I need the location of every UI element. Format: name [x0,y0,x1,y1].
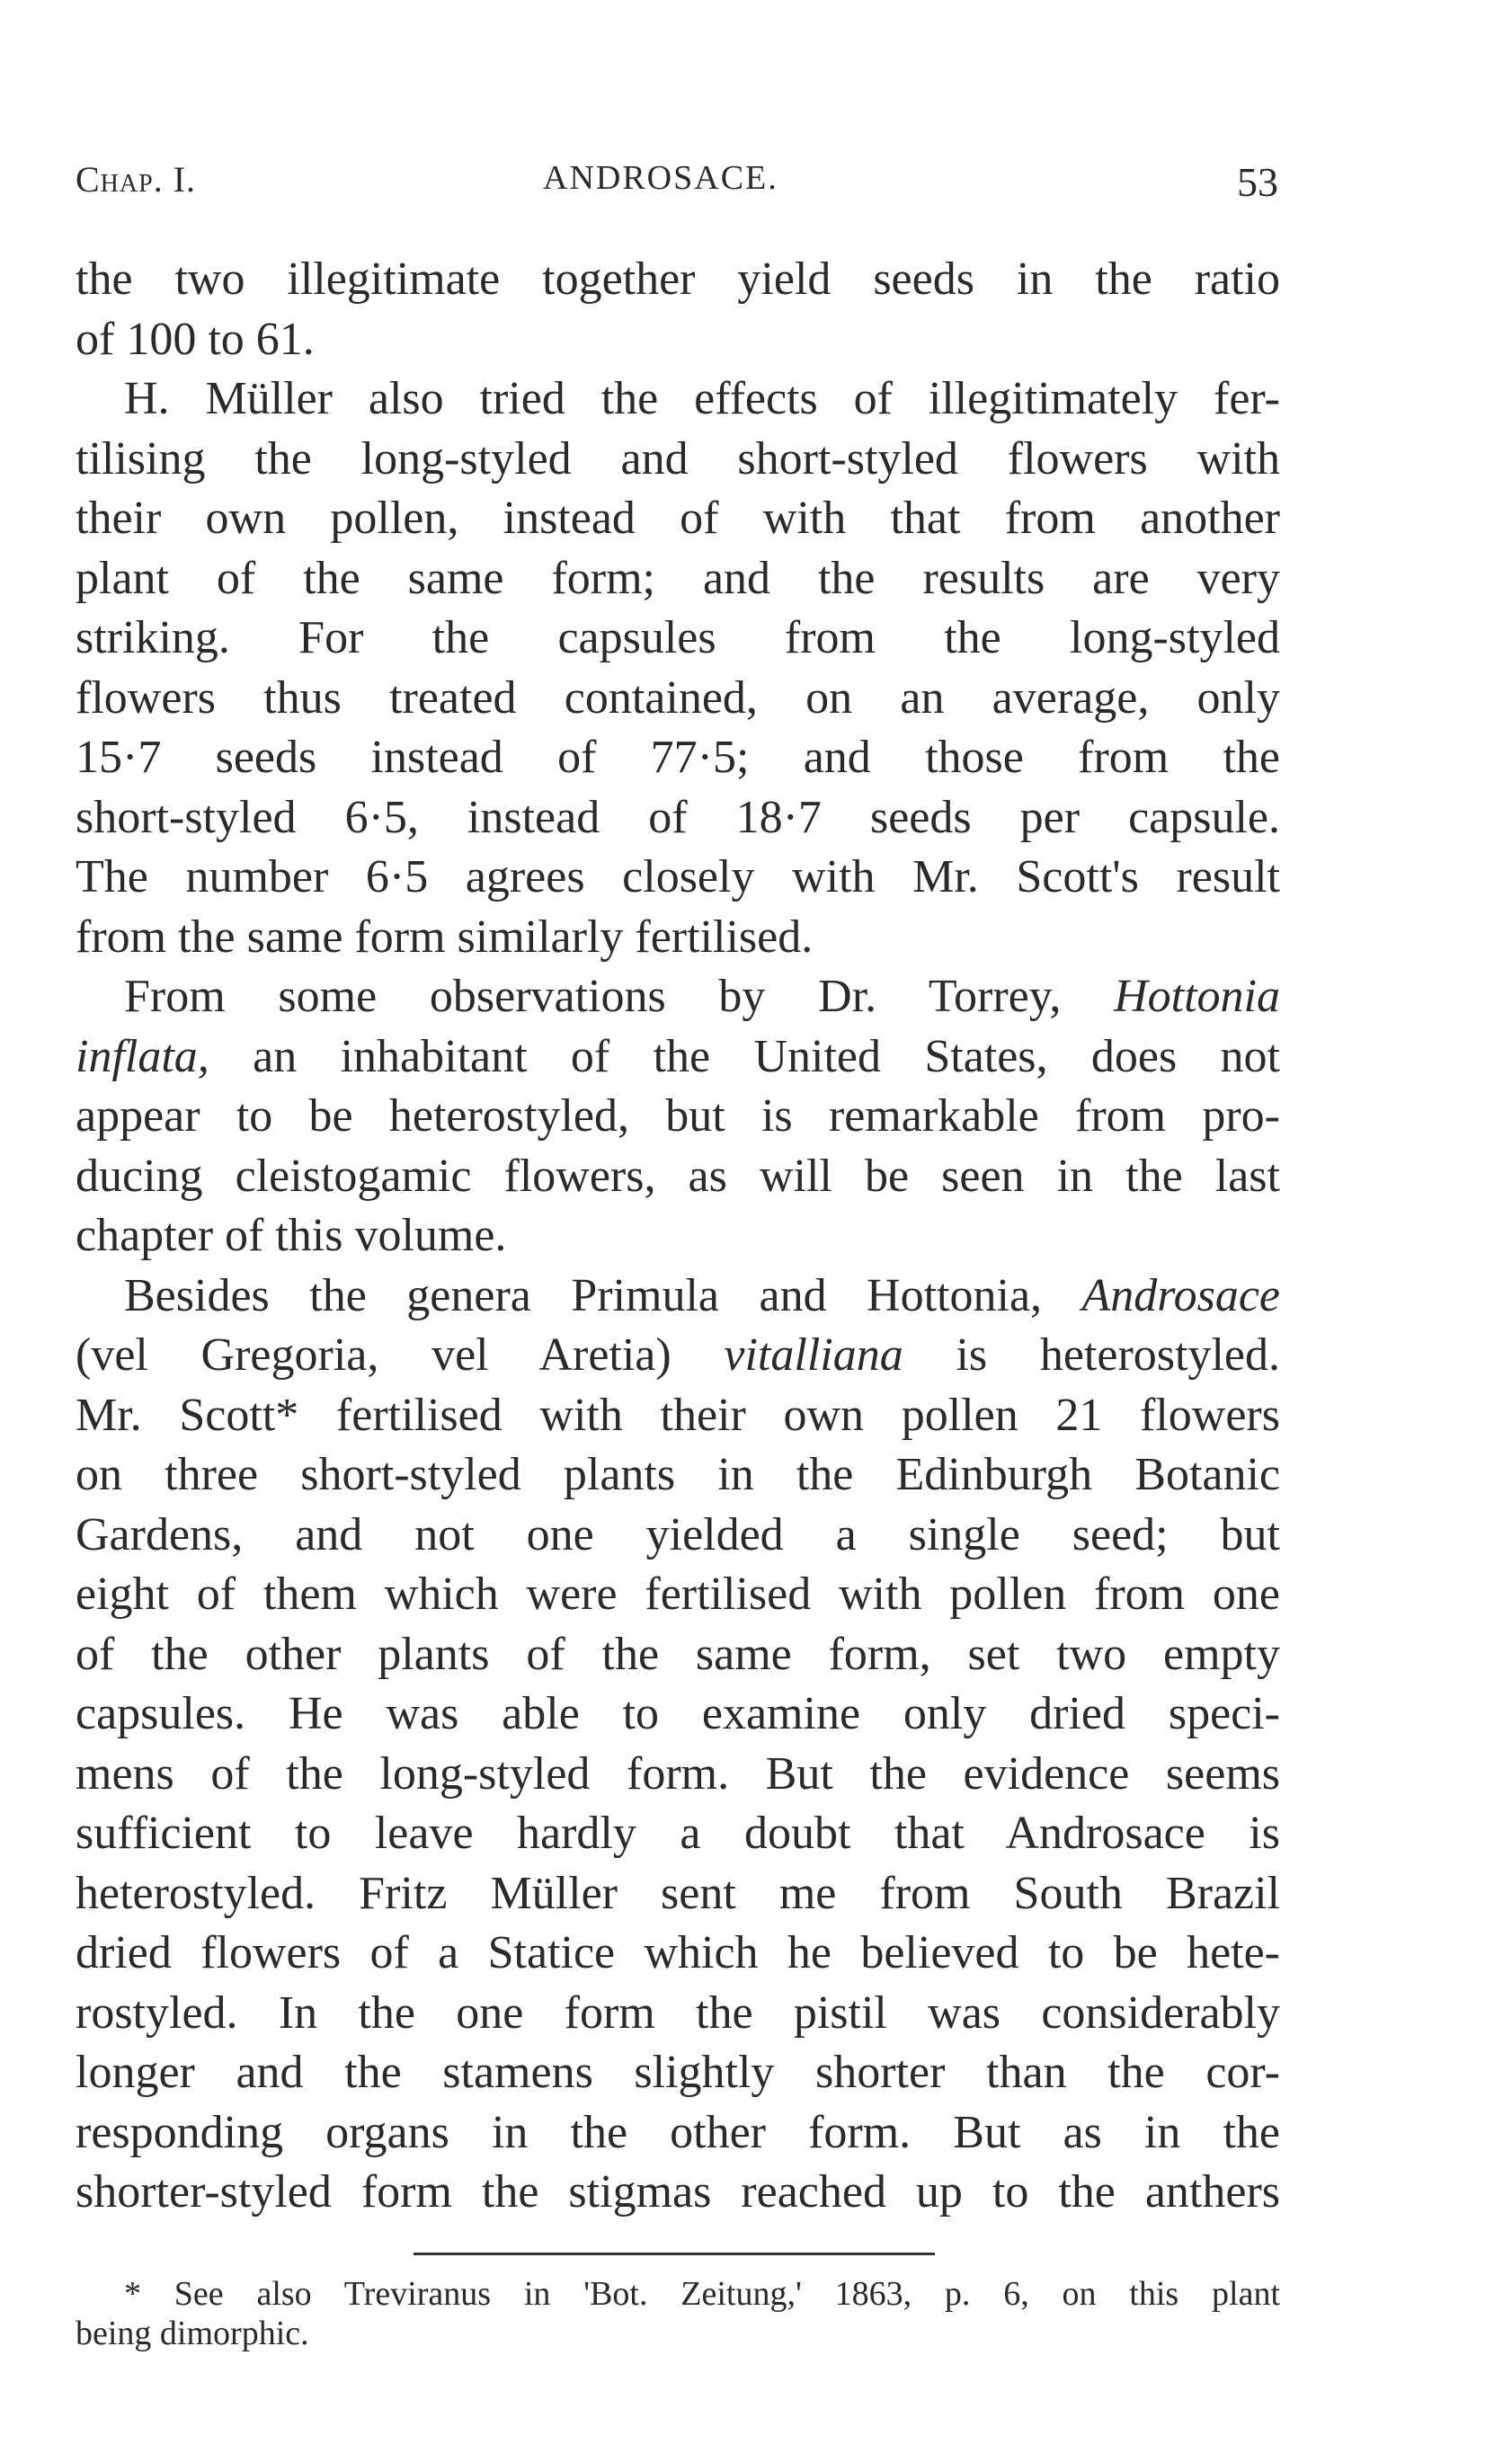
footnote-line: being dimorphic. [76,2315,309,2352]
text-line: tilising the long-styled and short-styled flowers with [76,432,1280,484]
text-line: plant of the same form; and the results are very [76,552,1280,604]
text-line: 15·7 seeds instead of 77·5; and those from the [76,732,1280,783]
text-line: dried flowers of a Statice which he believed to be hete- [76,1927,1280,1978]
chapter-label: Chap. I. [76,159,197,200]
text-segment: From some observations by Dr. Torrey, [124,971,1062,1022]
text-line: Mr. Scott* fertilised with their own pollen 21 flowers [76,1389,1280,1441]
italic-species-name: vitalliana [724,1329,903,1381]
text-line [76,1326,1280,1386]
text-segment: Besides the genera Primula and Hottonia, [124,1269,1043,1321]
footnote [76,2274,1280,2353]
text-line: chapter of this volume. [76,1210,507,1261]
text-line: on three short-styled plants in the Edinburgh Botanic [76,1449,1280,1500]
text-line: rostyled. In the one form the pistil was considerably [76,1986,1280,2039]
text-segment: (vel Gregoria, vel Aretia) [76,1329,672,1381]
text-line [76,1267,1280,1327]
text-line: appear to be heterostyled, but is remarkable from pro- [76,1090,1280,1142]
text-line: eight of them which were fertilised with pollen from one [76,1569,1280,1620]
italic-genus-name: Androsace [1081,1269,1281,1321]
text-line: of 100 to 61. [76,313,315,365]
text-segment: an inhabitant of the United States, does not [253,1030,1281,1082]
text-line: ducing cleistogamic flowers, as will be seen in the last [76,1150,1280,1202]
text-segment: is heterostyled. [956,1329,1280,1381]
italic-species-name: Hottonia [1114,971,1280,1022]
text-line: the two illegitimate together yield seeds in the ratio [76,253,1280,305]
text-line: H. Müller also tried the effects of illegitimately fer- [124,373,1280,424]
text-line: Gardens, and not one yielded a single seed; but [76,1508,1280,1560]
footnote-divider [414,2253,935,2255]
text-line: sufficient to leave hardly a doubt that Androsace is [76,1808,1280,1859]
text-line: longer and the stamens slightly shorter than the cor- [76,2047,1280,2098]
text-line: of the other plants of the same form, set two empty [76,1628,1280,1680]
text-line: responding organs in the other form. But as in the [76,2106,1280,2158]
running-header [76,158,1278,212]
text-line: short-styled 6·5, instead of 18·7 seeds per capsule. [76,791,1280,843]
page-number: 53 [1237,159,1278,205]
footnote-line: * See also Treviranus in 'Bot. Zeitung,' 1863, p. 6, on this plant [124,2275,1280,2313]
text-line: mens of the long-styled form. But the evidence seems [76,1747,1280,1800]
body-text [76,250,1280,2223]
text-line: The number 6·5 agrees closely with Mr. Scott's result [76,851,1280,902]
text-line: shorter-styled form the stigmas reached up to the anthers [76,2166,1280,2218]
text-line [76,1027,1280,1088]
text-line: heterostyled. Fritz Müller sent me from South Brazil [76,1867,1280,1919]
text-line [76,967,1280,1027]
text-line: striking. For the capsules from the long-styled [76,612,1280,663]
italic-species-name: inflata, [76,1030,209,1082]
text-line: flowers thus treated contained, on an average, only [76,671,1280,724]
text-line: capsules. He was able to examine only dried speci- [76,1688,1280,1739]
text-line: their own pollen, instead of with that from another [76,493,1280,544]
running-title: ANDROSACE. [543,159,778,197]
text-line: from the same form similarly fertilised. [76,911,814,963]
